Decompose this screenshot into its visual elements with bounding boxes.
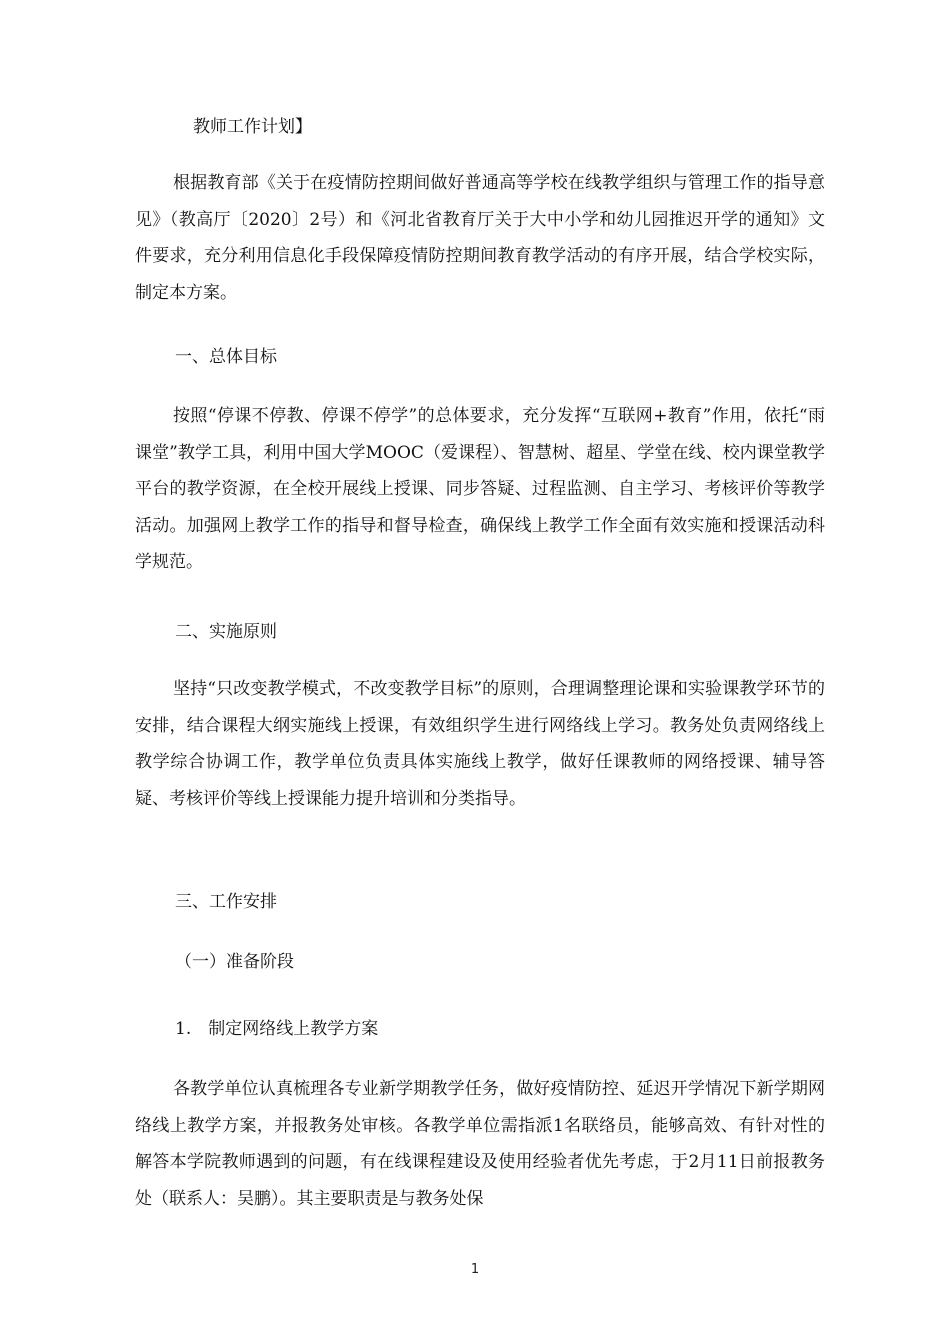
item-heading-online-plan: 1. 制定网络线上教学方案 — [175, 1019, 379, 1039]
item-body-online-plan: 各教学单位认真梳理各专业新学期教学任务，做好疫情防控、延迟开学情况下新学期网络线上教学方案，并报教务处审核。各教学单位需指派1名联络员，能够高效、有针对性的解答本学院教师遇到的问题，有在线课程建设及使用经验者优先考虑，于2月11日前报教务处（联系人：吴鹏）。其主要职责是与教务处保 — [135, 1079, 825, 1209]
section-body-overall-goal: 按照“停课不停教、停课不停学”的总体要求，充分发挥“互联网+教育”作用，依托“雨课堂”教学工具，利用中国大学MOOC（爱课程）、智慧树、超星、学堂在线、校内课堂教学平台的教学资源，在全校开展线上授课、同步答疑、过程监测、自主学习、考核评价等教学活动。加强网上教学工作的指导和督导检查，确保线上教学工作全面有效实施和授课活动科学规范。 — [135, 406, 825, 572]
subsection-heading-preparation: （一）准备阶段 — [175, 952, 294, 972]
section-heading-principles: 二、实施原则 — [175, 622, 277, 642]
document-title-fragment: 教师工作计划】 — [193, 117, 312, 137]
section-body-principles: 坚持“只改变教学模式，不改变教学目标”的原则，合理调整理论课和实验课教学环节的安排，结合课程大纲实施线上授课，有效组织学生进行网络线上学习。教务处负责网络线上教学综合协调工作，教学单位负责具体实施线上教学，做好任课教师的网络授课、辅导答疑、考核评价等线上授课能力提升培训和分类指导。 — [135, 679, 825, 809]
intro-paragraph: 根据教育部《关于在疫情防控期间做好普通高等学校在线教学组织与管理工作的指导意见》（教高厅〔2020〕2号）和《河北省教育厅关于大中小学和幼儿园推迟开学的通知》文件要求，充分利用信息化手段保障疫情防控期间教育教学活动的有序开展，结合学校实际，制定本方案。 — [135, 173, 825, 303]
section-heading-overall-goal: 一、总体目标 — [175, 347, 277, 367]
section-heading-work-arrangement: 三、工作安排 — [175, 892, 277, 912]
page-number: 1 — [470, 1262, 480, 1277]
